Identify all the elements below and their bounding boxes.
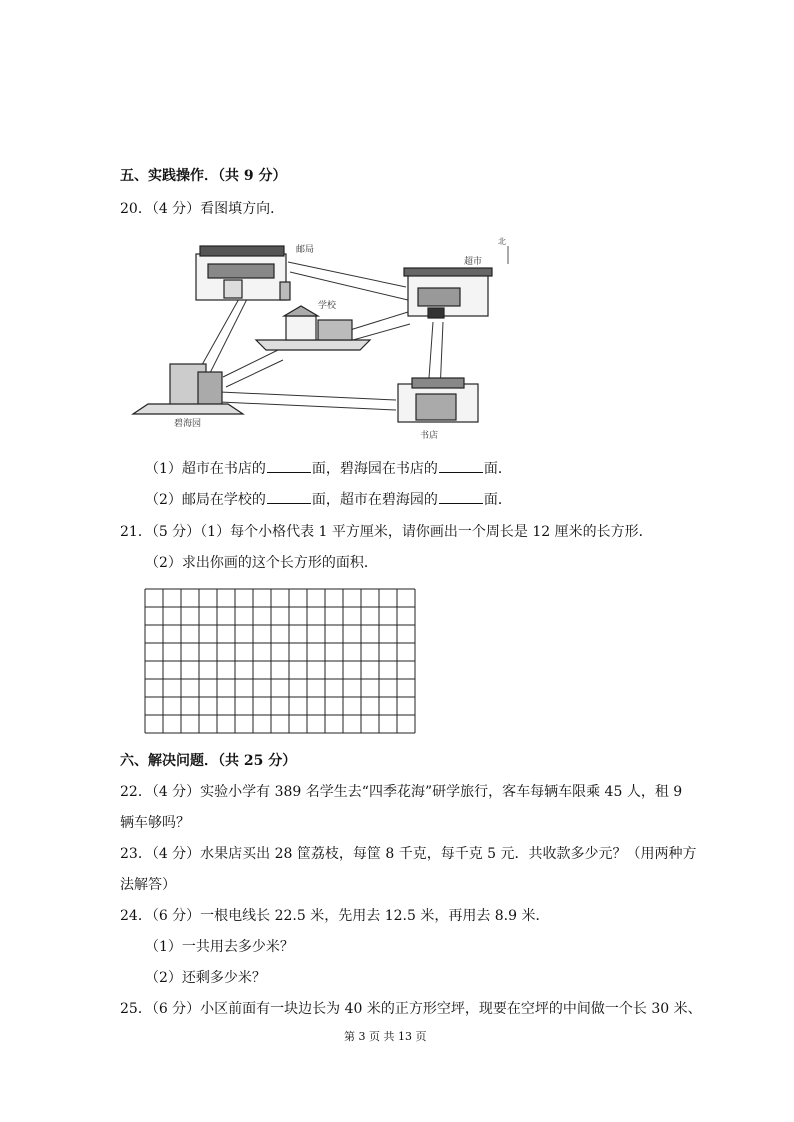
q20-sub1-text-c: 面． <box>483 461 512 477</box>
question-20-sub1 <box>145 458 512 478</box>
post-office-building <box>196 246 290 300</box>
supermarket-building <box>404 268 492 318</box>
school-building <box>256 306 370 350</box>
question-22-line1: 22．（4 分）实验小学有 389 名学生去“四季花海”研学旅行，客车每辆车限乘 45 人，租 9 <box>120 784 683 800</box>
question-21-stem: 21．（5 分）（1）每个小格代表 1 平方厘米，请你画出一个周长是 12 厘米的长方形． <box>120 524 653 540</box>
section-title: 六、解决问题．（共 25 分） <box>120 753 297 769</box>
question-20-sub2 <box>145 489 512 509</box>
question-21-sub2: （2）求出你画的这个长方形的面积． <box>145 555 378 571</box>
answer-blank[interactable] <box>439 460 483 473</box>
q20-sub2-text-c: 面． <box>483 492 512 508</box>
question-22-line2: 辆车够吗？ <box>120 815 190 831</box>
label-book: 书店 <box>420 431 439 441</box>
q20-sub1-text-b: 面，碧海园在书店的 <box>311 461 438 477</box>
label-super: 超市 <box>464 257 483 267</box>
answer-blank[interactable] <box>267 491 311 504</box>
question-23-line2: 法解答） <box>120 877 176 893</box>
q20-sub1-text-a: （1）超市在书店的 <box>145 461 266 477</box>
question-24-sub2: （2）还剩多少米？ <box>145 970 266 986</box>
answer-blank[interactable] <box>267 460 311 473</box>
direction-map-figure <box>128 232 518 441</box>
label-bihai: 碧海园 <box>174 419 202 429</box>
road-post-super <box>288 262 406 287</box>
q20-sub2-text-b: 面，超市在碧海园的 <box>311 492 438 508</box>
question-25-line1: 25．（6 分）小区前面有一块边长为 40 米的正方形空坪，现要在空坪的中间做一个长 30 米、 <box>120 1001 702 1017</box>
answer-blank[interactable] <box>439 491 483 504</box>
north-arrow-icon <box>498 236 508 264</box>
bookstore-building <box>398 378 478 422</box>
page-footer: 第 3 页 共 13 页 <box>344 1030 427 1043</box>
road-bihai-school <box>223 350 278 377</box>
question-23-line1: 23．（4 分）水果店买出 28 筐荔枝，每筐 8 千克，每千克 5 元．共收款多少元？（用两种方 <box>120 846 697 862</box>
section-title: 五、实践操作．（共 9 分） <box>120 168 287 184</box>
road-post-bihai <box>198 297 240 372</box>
square-grid[interactable] <box>144 588 430 730</box>
road-bihai-book <box>220 392 396 400</box>
svg-text:北: 北 <box>498 237 506 246</box>
label-post: 邮局 <box>296 245 315 255</box>
question-20-stem: 20．（4 分）看图填方向． <box>120 201 285 217</box>
question-24-stem: 24．（6 分）一根电线长 22.5 米，先用去 12.5 米，再用去 8.9 米． <box>120 908 550 924</box>
bihai-building <box>133 364 243 414</box>
question-24-sub1: （1）一共用去多少米？ <box>145 939 294 955</box>
q20-sub2-text-a: （2）邮局在学校的 <box>145 492 266 508</box>
label-school: 学校 <box>318 301 337 311</box>
